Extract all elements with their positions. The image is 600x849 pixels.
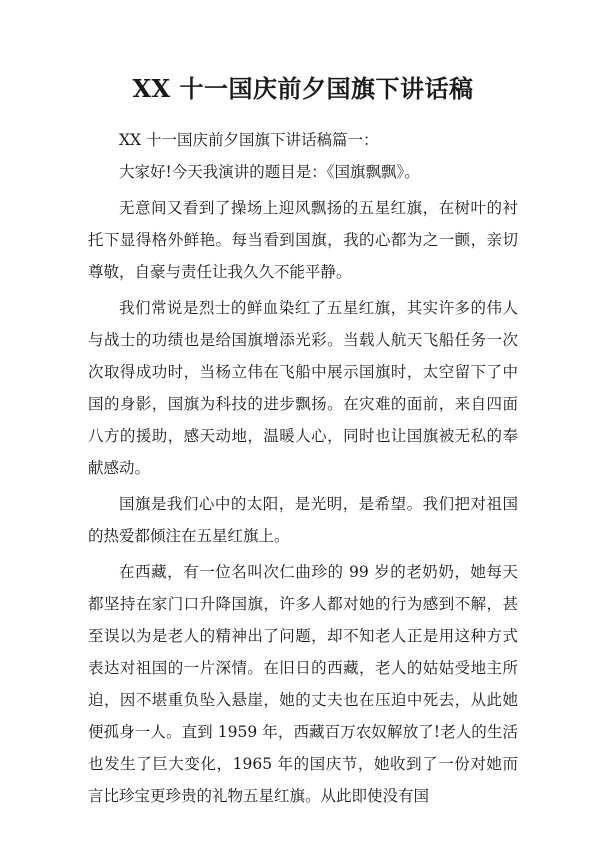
paragraph-sun: 国旗是我们心中的太阳，是光明，是希望。我们把对祖国的热爱都倾注在五星红旗上。 [88,495,518,545]
document-subtitle: XX 十一国庆前夕国旗下讲话稿篇一： [119,131,379,149]
paragraph-greeting: 大家好!今天我演讲的题目是：《国旗飘飘》。 [119,163,420,181]
paragraph-tibet-story: 在西藏，有一位名叫次仁曲珍的 99 岁的老奶奶，她每天都坚持在家门口升降国旗，许多人都对她的行为感到不解，甚至误以为是老人的精神出了问题，却不知老人正是用这种方式表达对祖国的一片深情。在旧日的西藏，老人的姑姑受地主所迫，因不堪重负坠入悬崖，她的丈夫也在压迫中死去，从此她便孤身一人。直到 1959 年，西藏百万农奴解放了!老人的生活也发生了巨大变化，1965 年的国庆节，她收到了一份对她而言比珍宝更珍贵的礼物五星红旗。从此即使没有国 [88,563,518,805]
paragraph-heroes: 我们常说是烈士的鲜血染红了五星红旗，其实许多的伟人与战士的功绩也是给国旗增添光彩。当载人航天飞船任务一次次取得成功时，当杨立伟在飞船中展示国旗时，太空留下了中国的身影，国旗为科技的进步飘扬。在灾难的面前，来自四面八方的援助，感天动地，温暖人心，同时也让国旗被无私的奉献感动。 [88,299,518,477]
document-title: XX 十一国庆前夕国旗下讲话稿 [132,74,474,103]
paragraph-flag-sight: 无意间又看到了操场上迎风飘扬的五星红旗，在树叶的衬托下显得格外鲜艳。每当看到国旗，我的心都为之一颤，亲切尊敬，自豪与责任让我久久不能平静。 [88,199,518,281]
